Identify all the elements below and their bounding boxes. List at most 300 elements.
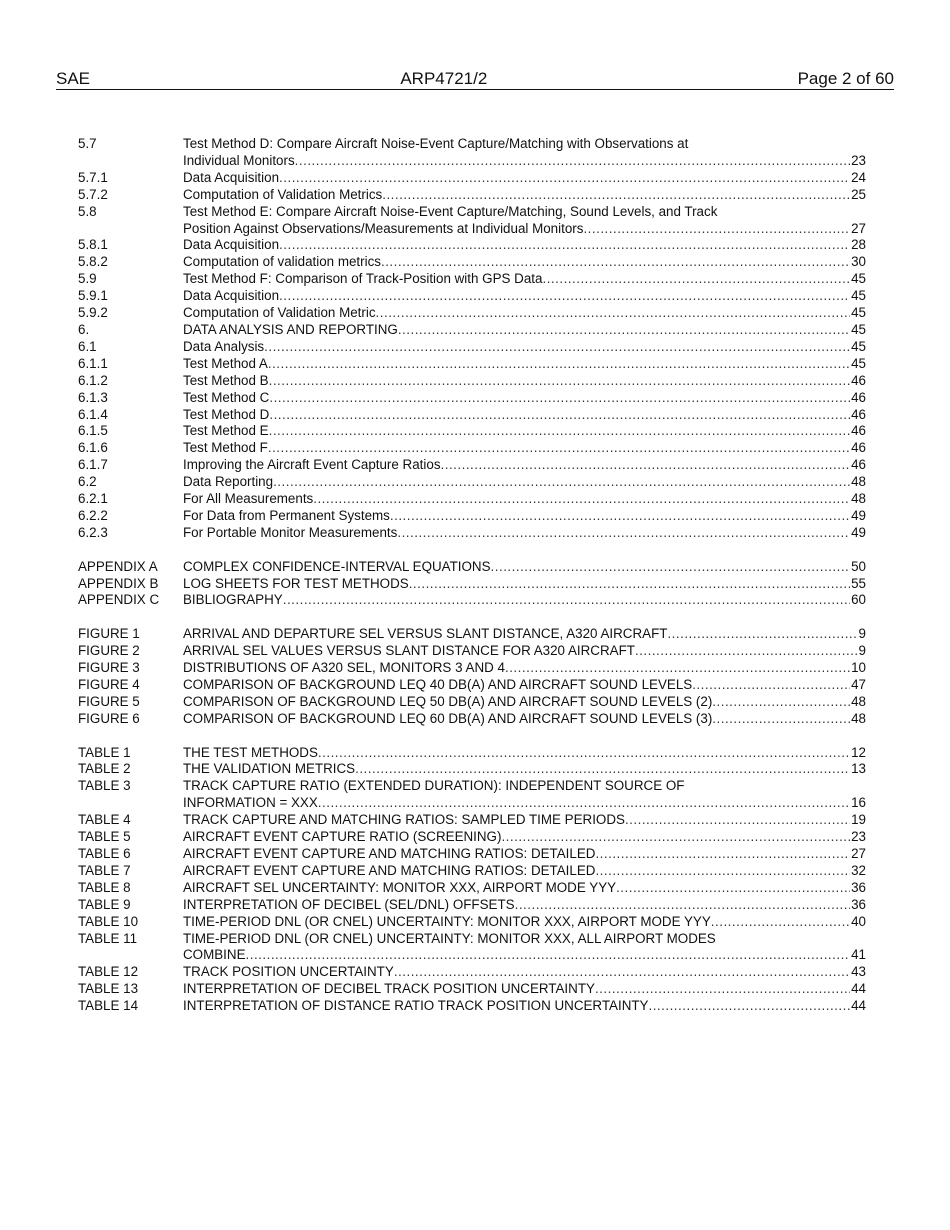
toc-entry-body bbox=[183, 914, 866, 931]
toc-entry-number: 6.1.7 bbox=[78, 457, 108, 473]
toc-entry-body bbox=[183, 440, 866, 457]
toc-entry-body bbox=[183, 761, 866, 778]
dot-leader bbox=[269, 407, 850, 424]
toc-entry-body bbox=[183, 592, 866, 609]
dot-leader bbox=[295, 153, 850, 170]
toc-entry-body bbox=[183, 694, 866, 711]
toc-entry-number: 6.1.3 bbox=[78, 389, 108, 405]
toc-entry[interactable] bbox=[78, 237, 866, 254]
toc-entry[interactable] bbox=[78, 998, 866, 1015]
toc-entry-title: Individual Monitors bbox=[183, 152, 295, 168]
toc-entry-last-line bbox=[183, 559, 866, 576]
toc-entry[interactable] bbox=[78, 964, 866, 981]
toc-entry-last-line bbox=[183, 812, 866, 829]
toc-entry-title: Test Method C bbox=[183, 389, 270, 405]
toc-entry-number: TABLE 2 bbox=[78, 761, 131, 777]
toc-entry[interactable] bbox=[78, 491, 866, 508]
toc-entry-last-line bbox=[183, 643, 866, 660]
toc-entry-page: 49 bbox=[851, 524, 866, 540]
toc-entry-title: Test Method E bbox=[183, 423, 269, 439]
toc-entry-page: 45 bbox=[851, 271, 866, 287]
toc-entry-title: Computation of Validation Metrics bbox=[183, 186, 383, 202]
toc-entry-body bbox=[183, 187, 866, 204]
toc-entry-body bbox=[183, 170, 866, 187]
toc-entry[interactable] bbox=[78, 440, 866, 457]
toc-entry-number: 6. bbox=[78, 321, 90, 337]
toc-entry-last-line bbox=[183, 423, 866, 440]
dot-leader bbox=[318, 745, 850, 762]
toc-entry-body bbox=[183, 660, 866, 677]
toc-entry-page: 46 bbox=[851, 423, 866, 439]
toc-entry-title: BIBLIOGRAPHY bbox=[183, 592, 283, 608]
toc-entry-last-line bbox=[183, 153, 866, 170]
toc-entry[interactable] bbox=[78, 846, 866, 863]
dot-leader bbox=[318, 795, 850, 812]
toc-entry-last-line bbox=[183, 170, 866, 187]
toc-entry-page: 23 bbox=[851, 152, 866, 168]
toc-entry-last-line bbox=[183, 947, 866, 964]
toc-entry-last-line bbox=[183, 626, 866, 643]
toc-entry-title: Test Method F: Comparison of Track-Position with GPS Data bbox=[183, 271, 543, 287]
toc-entry-last-line bbox=[183, 457, 866, 474]
toc-entry-number: TABLE 10 bbox=[78, 913, 139, 929]
dot-leader bbox=[313, 491, 850, 508]
toc-entry-number: FIGURE 4 bbox=[78, 676, 140, 692]
toc-entry-number: 6.1.6 bbox=[78, 440, 108, 456]
toc-entry-body bbox=[183, 964, 866, 981]
toc-entry-number: TABLE 7 bbox=[78, 862, 131, 878]
toc-entry-title-line: TIME-PERIOD DNL (OR CNEL) UNCERTAINTY: MONITOR XXX, ALL AIRPORT MODES bbox=[183, 930, 716, 946]
toc-entry-number: 6.2 bbox=[78, 474, 97, 490]
toc-entry-title: INTERPRETATION OF DISTANCE RATIO TRACK POSITION UNCERTAINTY bbox=[183, 998, 649, 1014]
toc-entry-title: THE TEST METHODS bbox=[183, 744, 318, 760]
toc-entry[interactable] bbox=[78, 981, 866, 998]
toc-entry-page: 45 bbox=[851, 355, 866, 371]
toc-entry[interactable] bbox=[78, 339, 866, 356]
toc-entry-number: 6.2.1 bbox=[78, 491, 108, 507]
toc-entry-body bbox=[183, 643, 866, 660]
toc-entry-title: Computation of validation metrics bbox=[183, 254, 381, 270]
toc-entry-last-line bbox=[183, 187, 866, 204]
toc-entry-page: 23 bbox=[851, 829, 866, 845]
toc-entry[interactable] bbox=[78, 863, 866, 880]
toc-entry[interactable] bbox=[78, 356, 866, 373]
toc-entry-last-line bbox=[183, 525, 866, 542]
toc-entry-title: Data Acquisition bbox=[183, 288, 280, 304]
toc-entry-last-line bbox=[183, 711, 866, 728]
toc-entry-title: Test Method F bbox=[183, 440, 268, 456]
dot-leader bbox=[279, 237, 850, 254]
toc-entry-body bbox=[183, 407, 866, 424]
toc-entry-last-line bbox=[183, 897, 866, 914]
toc-entry-page: 30 bbox=[851, 254, 866, 270]
toc-entry-number: FIGURE 3 bbox=[78, 660, 140, 676]
dot-leader bbox=[635, 643, 858, 660]
dot-leader bbox=[616, 880, 850, 897]
dot-leader bbox=[491, 559, 851, 576]
toc-entry-last-line bbox=[183, 221, 866, 238]
toc-entry-page: 12 bbox=[851, 744, 866, 760]
toc-entry-body bbox=[183, 745, 866, 762]
toc-entry-number: TABLE 6 bbox=[78, 846, 131, 862]
dot-leader bbox=[279, 288, 850, 305]
toc-entry-page: 36 bbox=[851, 896, 866, 912]
toc-entry-body bbox=[183, 829, 866, 846]
toc-entry-body bbox=[183, 271, 866, 288]
toc-entry[interactable] bbox=[78, 914, 866, 931]
dot-leader bbox=[269, 423, 851, 440]
toc-entry[interactable] bbox=[78, 474, 866, 491]
toc-entry-body bbox=[183, 305, 866, 322]
toc-entry-title: Data Reporting bbox=[183, 474, 274, 490]
toc-entry-body bbox=[183, 390, 866, 407]
toc-entry-title: COMPARISON OF BACKGROUND LEQ 50 DB(A) AND AIRCRAFT SOUND LEVELS (2) bbox=[183, 693, 713, 709]
toc-entry-page: 45 bbox=[851, 288, 866, 304]
toc-entry-last-line bbox=[183, 373, 866, 390]
toc-entry-last-line bbox=[183, 288, 866, 305]
toc-entry[interactable] bbox=[78, 559, 866, 576]
dot-leader bbox=[394, 964, 850, 981]
header-page-number: Page 2 of 60 bbox=[797, 69, 894, 88]
toc-entry-title: AIRCRAFT SEL UNCERTAINTY: MONITOR XXX, AIRPORT MODE YYY bbox=[183, 879, 617, 895]
toc-entry-title-line: Test Method D: Compare Aircraft Noise-Event Capture/Matching with Observations at bbox=[183, 136, 689, 151]
toc-entry-page: 13 bbox=[851, 761, 866, 777]
toc-entry-title: Position Against Observations/Measurements at Individual Monitors bbox=[183, 220, 584, 236]
toc-entry-title: COMPLEX CONFIDENCE-INTERVAL EQUATIONS bbox=[183, 558, 491, 574]
toc-entry-last-line bbox=[183, 508, 866, 525]
toc-entry-title: Test Method A bbox=[183, 355, 268, 371]
toc-entry-last-line bbox=[183, 254, 866, 271]
toc-entry[interactable] bbox=[78, 745, 866, 762]
toc-entry[interactable] bbox=[78, 660, 866, 677]
toc-entry-title: Test Method B bbox=[183, 372, 269, 388]
toc-entry-title: TRACK POSITION UNCERTAINTY bbox=[183, 964, 394, 980]
toc-entry-title: INFORMATION = XXX bbox=[183, 795, 318, 811]
toc-entry-body bbox=[183, 778, 866, 812]
toc-entry-number: 6.1.1 bbox=[78, 355, 108, 371]
toc-entry-title-line: Test Method E: Compare Aircraft Noise-Event Capture/Matching, Sound Levels, and Track bbox=[183, 203, 718, 219]
toc-entry-body bbox=[183, 423, 866, 440]
toc-entry-page: 40 bbox=[851, 913, 866, 929]
toc-entry-page: 46 bbox=[851, 372, 866, 388]
toc-entry[interactable] bbox=[78, 373, 866, 390]
toc-entry-page: 46 bbox=[851, 440, 866, 456]
toc-entry-last-line bbox=[183, 271, 866, 288]
toc-entry-number: 6.1 bbox=[78, 338, 97, 354]
toc-entry-number: TABLE 3 bbox=[78, 778, 131, 794]
toc-entry-number: 5.8.2 bbox=[78, 254, 108, 270]
toc-entry-page: 48 bbox=[851, 693, 866, 709]
toc-entry-number: APPENDIX A bbox=[78, 558, 158, 574]
toc-entry-page: 9 bbox=[858, 643, 866, 659]
toc-entry-number: 5.7 bbox=[78, 136, 97, 151]
toc-entry-title: ARRIVAL SEL VALUES VERSUS SLANT DISTANCE FOR A320 AIRCRAFT bbox=[183, 643, 635, 659]
toc-entry-page: 45 bbox=[851, 321, 866, 337]
toc-entry[interactable] bbox=[78, 626, 866, 643]
dot-leader bbox=[505, 660, 850, 677]
toc-entry-last-line bbox=[183, 576, 866, 593]
toc-entry-number: 5.7.1 bbox=[78, 169, 108, 185]
toc-entry-body bbox=[183, 626, 866, 643]
toc-entry-page: 48 bbox=[851, 491, 866, 507]
toc-entry[interactable] bbox=[78, 761, 866, 778]
toc-entry-number: FIGURE 2 bbox=[78, 643, 140, 659]
toc-entry-body bbox=[183, 237, 866, 254]
dot-leader bbox=[382, 187, 850, 204]
toc-entry[interactable] bbox=[78, 880, 866, 897]
toc-entry-title: TIME-PERIOD DNL (OR CNEL) UNCERTAINTY: MONITOR XXX, AIRPORT MODE YYY bbox=[183, 913, 711, 929]
dot-leader bbox=[268, 356, 850, 373]
toc-entry-last-line bbox=[183, 322, 866, 339]
toc-entry-number: 6.2.3 bbox=[78, 524, 108, 540]
toc-entry-body bbox=[183, 880, 866, 897]
toc-entry-last-line bbox=[183, 846, 866, 863]
toc-entry-number: 5.9.1 bbox=[78, 288, 108, 304]
toc-entry-title: AIRCRAFT EVENT CAPTURE RATIO (SCREENING) bbox=[183, 829, 502, 845]
toc-entry[interactable] bbox=[78, 322, 866, 339]
toc-entry-body bbox=[183, 677, 866, 694]
dot-leader bbox=[376, 305, 851, 322]
toc-entry-title: Computation of Validation Metric bbox=[183, 305, 376, 321]
toc-entry-title: INTERPRETATION OF DECIBEL (SEL/DNL) OFFSETS bbox=[183, 896, 515, 912]
toc-entry-title: DATA ANALYSIS AND REPORTING bbox=[183, 321, 398, 337]
toc-entry-last-line bbox=[183, 677, 866, 694]
toc-entry[interactable] bbox=[78, 204, 866, 238]
toc-entry-last-line bbox=[183, 981, 866, 998]
toc-entry-last-line bbox=[183, 491, 866, 508]
table-of-contents bbox=[78, 136, 866, 1015]
group-spacer bbox=[78, 542, 866, 559]
toc-entry-last-line bbox=[183, 305, 866, 322]
toc-entry-page: 10 bbox=[851, 660, 866, 676]
toc-entry-number: 6.1.5 bbox=[78, 423, 108, 439]
toc-entry-number: 5.8 bbox=[78, 203, 97, 219]
toc-entry-number: 5.8.1 bbox=[78, 237, 108, 253]
toc-entry[interactable] bbox=[78, 592, 866, 609]
toc-entry[interactable] bbox=[78, 711, 866, 728]
toc-entry-body bbox=[183, 136, 866, 170]
toc-entry[interactable] bbox=[78, 829, 866, 846]
toc-entry-title: Data Acquisition bbox=[183, 169, 280, 185]
toc-entry-number: TABLE 12 bbox=[78, 964, 139, 980]
toc-entry-page: 25 bbox=[851, 186, 866, 202]
dot-leader bbox=[595, 981, 850, 998]
toc-entry-last-line bbox=[183, 880, 866, 897]
toc-entry-body bbox=[183, 491, 866, 508]
toc-entry-last-line bbox=[183, 795, 866, 812]
dot-leader bbox=[273, 474, 850, 491]
toc-entry-title: TRACK CAPTURE AND MATCHING RATIOS: SAMPLED TIME PERIODS bbox=[183, 812, 625, 828]
toc-entry-body bbox=[183, 322, 866, 339]
toc-entry-number: TABLE 13 bbox=[78, 981, 139, 997]
dot-leader bbox=[711, 914, 850, 931]
dot-leader bbox=[409, 576, 850, 593]
toc-entry-title: COMPARISON OF BACKGROUND LEQ 40 DB(A) AND AIRCRAFT SOUND LEVELS bbox=[183, 676, 693, 692]
toc-entry[interactable] bbox=[78, 390, 866, 407]
toc-entry-body bbox=[183, 559, 866, 576]
toc-entry-body bbox=[183, 525, 866, 542]
dot-leader bbox=[692, 677, 850, 694]
toc-entry-page: 48 bbox=[851, 710, 866, 726]
toc-entry-last-line bbox=[183, 914, 866, 931]
toc-entry-page: 43 bbox=[851, 964, 866, 980]
dot-leader bbox=[279, 170, 850, 187]
dot-leader bbox=[269, 390, 850, 407]
toc-entry-number: APPENDIX C bbox=[78, 592, 160, 608]
toc-entry-page: 44 bbox=[851, 998, 866, 1014]
header-publisher: SAE bbox=[56, 69, 91, 88]
toc-entry-number: 6.2.2 bbox=[78, 507, 108, 523]
dot-leader bbox=[501, 829, 850, 846]
toc-entry-number: 5.7.2 bbox=[78, 186, 108, 202]
dot-leader bbox=[515, 897, 851, 914]
toc-entry-page: 45 bbox=[851, 305, 866, 321]
toc-entry-title: COMPARISON OF BACKGROUND LEQ 60 DB(A) AND AIRCRAFT SOUND LEVELS (3) bbox=[183, 710, 713, 726]
toc-entry-page: 55 bbox=[851, 575, 866, 591]
toc-entry-page: 28 bbox=[851, 237, 866, 253]
toc-entry-page: 32 bbox=[851, 862, 866, 878]
toc-entry[interactable] bbox=[78, 457, 866, 474]
toc-entry-body bbox=[183, 897, 866, 914]
toc-entry-title: For Data from Permanent Systems bbox=[183, 507, 390, 523]
dot-leader bbox=[542, 271, 850, 288]
toc-entry-title: DISTRIBUTIONS OF A320 SEL, MONITORS 3 AND 4 bbox=[183, 660, 505, 676]
toc-entry-page: 45 bbox=[851, 338, 866, 354]
toc-entry[interactable] bbox=[78, 812, 866, 829]
toc-entry-body bbox=[183, 812, 866, 829]
toc-entry-page: 47 bbox=[851, 676, 866, 692]
dot-leader bbox=[398, 322, 850, 339]
dot-leader bbox=[246, 947, 851, 964]
toc-entry-number: TABLE 14 bbox=[78, 998, 139, 1014]
toc-entry-page: 46 bbox=[851, 389, 866, 405]
toc-entry[interactable] bbox=[78, 136, 866, 170]
toc-entry-last-line bbox=[183, 356, 866, 373]
toc-entry[interactable] bbox=[78, 254, 866, 271]
toc-entry-last-line bbox=[183, 829, 866, 846]
toc-entry[interactable] bbox=[78, 694, 866, 711]
toc-entry-page: 36 bbox=[851, 879, 866, 895]
toc-entry-page: 27 bbox=[851, 220, 866, 236]
toc-entry-page: 48 bbox=[851, 474, 866, 490]
toc-entry-title: For Portable Monitor Measurements bbox=[183, 524, 398, 540]
group-spacer bbox=[78, 609, 866, 626]
toc-entry-body bbox=[183, 339, 866, 356]
toc-entry-body bbox=[183, 931, 866, 965]
toc-entry-page: 24 bbox=[851, 169, 866, 185]
toc-entry-body bbox=[183, 998, 866, 1015]
toc-entry-number: TABLE 8 bbox=[78, 879, 131, 895]
toc-entry-number: FIGURE 1 bbox=[78, 626, 140, 642]
toc-entry-title: Data Analysis bbox=[183, 338, 265, 354]
toc-entry-body bbox=[183, 576, 866, 593]
dot-leader bbox=[595, 846, 850, 863]
toc-entry-page: 60 bbox=[851, 592, 866, 608]
page-header bbox=[56, 70, 894, 90]
dot-leader bbox=[712, 694, 850, 711]
toc-entry-title: ARRIVAL AND DEPARTURE SEL VERSUS SLANT DISTANCE, A320 AIRCRAFT bbox=[183, 626, 668, 642]
toc-entry-number: FIGURE 5 bbox=[78, 693, 140, 709]
dot-leader bbox=[667, 626, 857, 643]
toc-entry-title: Test Method D bbox=[183, 406, 270, 422]
toc-entry-last-line bbox=[183, 761, 866, 778]
toc-entry-last-line bbox=[183, 339, 866, 356]
toc-entry-body bbox=[183, 288, 866, 305]
toc-entry[interactable] bbox=[78, 778, 866, 812]
dot-leader bbox=[283, 592, 850, 609]
toc-entry[interactable] bbox=[78, 407, 866, 424]
group-spacer bbox=[78, 728, 866, 745]
toc-entry-title: THE VALIDATION METRICS bbox=[183, 761, 356, 777]
toc-entry[interactable] bbox=[78, 305, 866, 322]
toc-entry-last-line bbox=[183, 592, 866, 609]
toc-entry[interactable] bbox=[78, 643, 866, 660]
toc-entry-page: 19 bbox=[851, 812, 866, 828]
dot-leader bbox=[390, 508, 850, 525]
toc-entry-number: FIGURE 6 bbox=[78, 710, 140, 726]
dot-leader bbox=[268, 440, 850, 457]
toc-entry-last-line bbox=[183, 237, 866, 254]
toc-entry-page: 50 bbox=[851, 558, 866, 574]
dot-leader bbox=[583, 221, 850, 238]
toc-entry-number: TABLE 1 bbox=[78, 744, 131, 760]
toc-entry[interactable] bbox=[78, 576, 866, 593]
toc-entry-last-line bbox=[183, 390, 866, 407]
toc-entry-last-line bbox=[183, 694, 866, 711]
toc-entry[interactable] bbox=[78, 931, 866, 965]
dot-leader bbox=[381, 254, 850, 271]
toc-entry-body bbox=[183, 254, 866, 271]
toc-entry-body bbox=[183, 204, 866, 238]
dot-leader bbox=[264, 339, 850, 356]
toc-entry-last-line bbox=[183, 440, 866, 457]
toc-entry-number: TABLE 11 bbox=[78, 930, 138, 946]
toc-entry-number: 6.1.4 bbox=[78, 406, 108, 422]
toc-entry-page: 46 bbox=[851, 406, 866, 422]
dot-leader bbox=[269, 373, 851, 390]
toc-entry-body bbox=[183, 356, 866, 373]
toc-entry-number: 6.1.2 bbox=[78, 372, 108, 388]
toc-entry-number: TABLE 4 bbox=[78, 812, 131, 828]
toc-entry[interactable] bbox=[78, 170, 866, 187]
toc-entry-body bbox=[183, 457, 866, 474]
toc-entry[interactable] bbox=[78, 423, 866, 440]
toc-entry[interactable] bbox=[78, 288, 866, 305]
toc-entry-page: 9 bbox=[858, 626, 866, 642]
toc-entry[interactable] bbox=[78, 508, 866, 525]
toc-entry-body bbox=[183, 508, 866, 525]
toc-entry[interactable] bbox=[78, 897, 866, 914]
toc-entry-last-line bbox=[183, 474, 866, 491]
toc-entry[interactable] bbox=[78, 677, 866, 694]
toc-entry-last-line bbox=[183, 660, 866, 677]
toc-entry-body bbox=[183, 474, 866, 491]
toc-entry[interactable] bbox=[78, 271, 866, 288]
toc-entry-page: 27 bbox=[851, 846, 866, 862]
toc-entry-last-line bbox=[183, 863, 866, 880]
toc-entry[interactable] bbox=[78, 525, 866, 542]
toc-entry-page: 41 bbox=[851, 947, 866, 963]
toc-entry-last-line bbox=[183, 998, 866, 1015]
toc-entry-title: COMBINE bbox=[183, 947, 246, 963]
toc-entry-number: 5.9 bbox=[78, 271, 97, 287]
toc-entry-body bbox=[183, 711, 866, 728]
toc-entry-body bbox=[183, 863, 866, 880]
toc-entry[interactable] bbox=[78, 187, 866, 204]
toc-entry-number: TABLE 5 bbox=[78, 829, 131, 845]
toc-entry-page: 46 bbox=[851, 457, 866, 473]
toc-entry-last-line bbox=[183, 407, 866, 424]
